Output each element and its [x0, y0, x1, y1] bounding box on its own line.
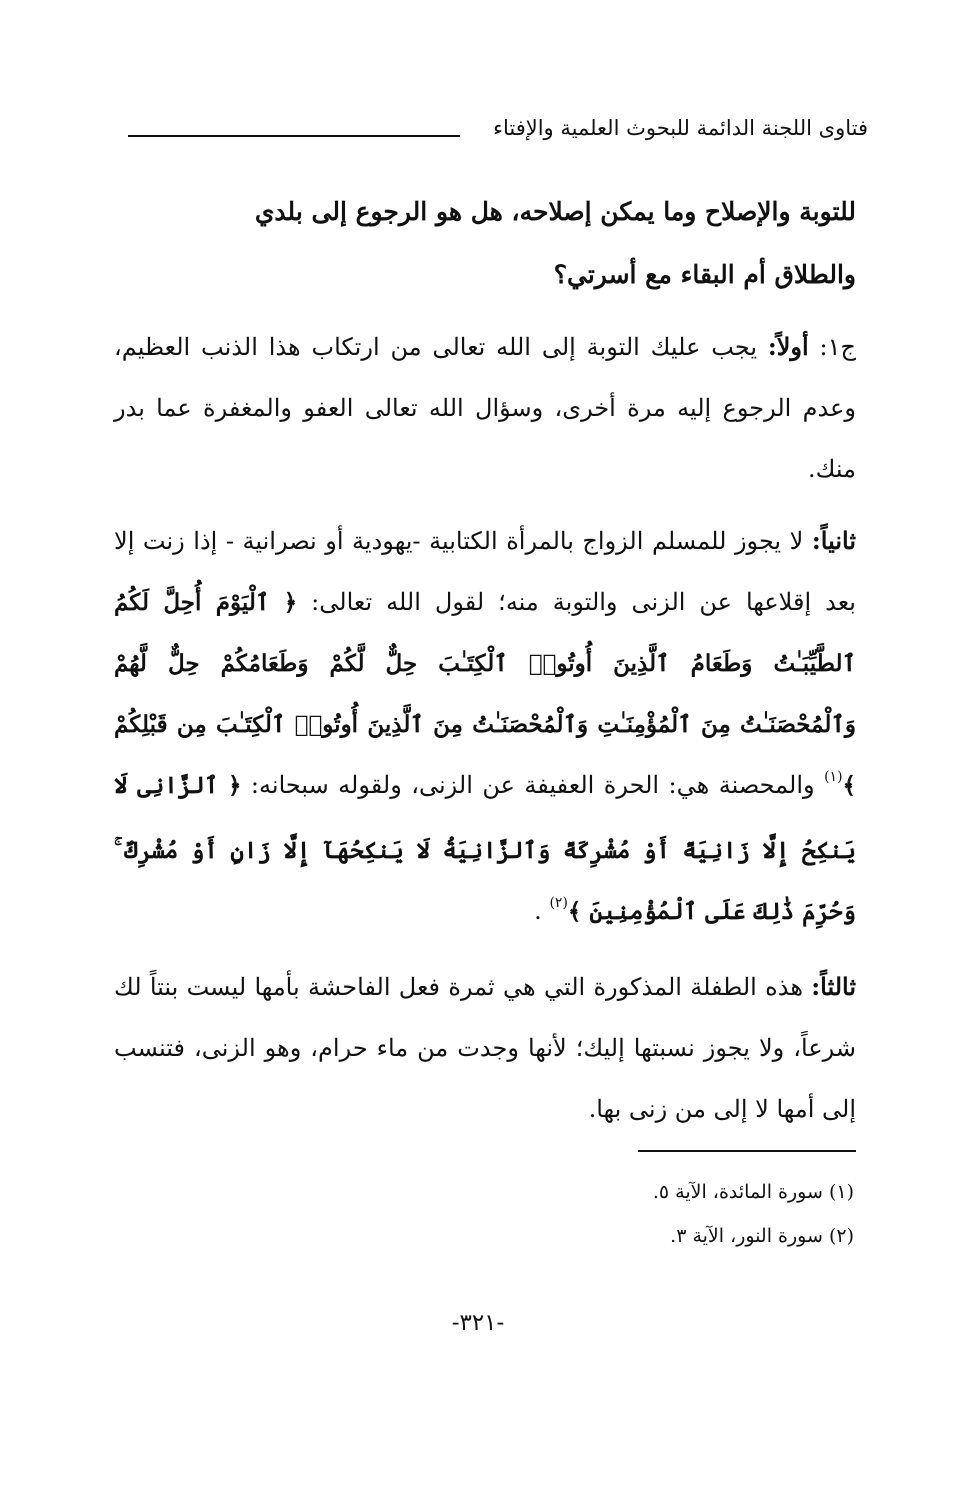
answer-lead-third: ثالثاً:	[811, 972, 856, 1001]
answer-lead-second: ثانياً:	[811, 526, 856, 555]
answer-text-2: لا يجوز للمسلم الزواج بالمرأة الكتابية -يهودية أو نصرانية - إذا زنت إلا بعد إقلاعها عن الزنى والتوبة منه؛ لقول الله تعالى:	[114, 527, 856, 616]
answer-text-1: يجب عليك التوبة إلى الله تعالى من ارتكاب هذا الذنب العظيم، وعدم الرجوع إليه مرة أخرى، وسؤال الله تعالى العفو والمغفرة عما بدر منك.	[114, 333, 856, 483]
question-line-2: والطلاق أم البقاء مع أسرتي؟	[553, 260, 856, 289]
answer-lead-first: أولاً:	[767, 332, 809, 361]
answer-prefix: ج١:	[808, 333, 856, 361]
page-number: -٣٢١-	[451, 1310, 505, 1336]
answer-paragraph-1	[114, 316, 856, 500]
question-text	[114, 180, 856, 306]
footnote-marker-2: (٢)	[549, 895, 568, 911]
quran-verse-nur: ﴿ ٱلزَّانِى لَا يَنكِحُ إِلَّا زَانِيَةً أَوْ مُشْرِكَةً وَٱلزَّانِيَةُ لَا يَنكِحُهَآ إِلَّا زَانٍ أَوْ مُشْرِكٌ ۚ وَحُرِّمَ ذَٰلِكَ عَلَى ٱلْمُؤْمِنِينَ ﴾	[114, 772, 856, 925]
header-rule	[128, 135, 460, 137]
answer-paragraph-3	[114, 956, 856, 1140]
header-title: فتاوى اللجنة الدائمة للبحوث العلمية والإفتاء	[493, 116, 868, 140]
answer-text-2-mid: والمحصنة هي: الحرة العفيفة عن الزنى، ولقوله سبحانه:	[241, 771, 825, 799]
footnotes	[114, 1170, 854, 1258]
question-line-1: للتوبة والإصلاح وما يمكن إصلاحه، هل هو الرجوع إلى بلدي	[254, 197, 856, 226]
quran-verse-maidah: ﴿ ٱلْيَوْمَ أُحِلَّ لَكُمُ ٱلطَّيِّبَـٰتُ وَطَعَامُ ٱلَّذِينَ أُوتُوا۟ ٱلْكِتَـٰبَ حِلٌّ لَّكُمْ وَطَعَامُكُمْ حِلٌّ لَّهُمْ وَٱلْمُحْصَنَـٰتُ مِنَ ٱلْمُؤْمِنَـٰتِ وَٱلْمُحْصَنَـٰتُ مِنَ ٱلَّذِينَ أُوتُوا۟ ٱلْكِتَـٰبَ مِن قَبْلِكُمْ ﴾	[114, 589, 857, 799]
footnote-1: (١) سورة المائدة، الآية ٥.	[652, 1181, 854, 1203]
footnote-2: (٢) سورة النور، الآية ٣.	[670, 1225, 854, 1247]
footnote-rule	[638, 1150, 856, 1152]
body-text	[114, 180, 856, 1140]
answer-text-2-end: .	[534, 897, 550, 925]
footnote-marker-1: (١)	[824, 769, 843, 785]
answer-paragraph-2	[114, 510, 856, 946]
running-header	[128, 110, 868, 150]
answer-text-3: هذه الطفلة المذكورة التي هي ثمرة فعل الفاحشة بأمها ليست بنتاً لك شرعاً، ولا يجوز نسبتها إليك؛ لأنها وجدت من ماء حرام، وهو الزنى، فتنسب إلى أمها لا إلى من زنى بها.	[114, 973, 856, 1123]
